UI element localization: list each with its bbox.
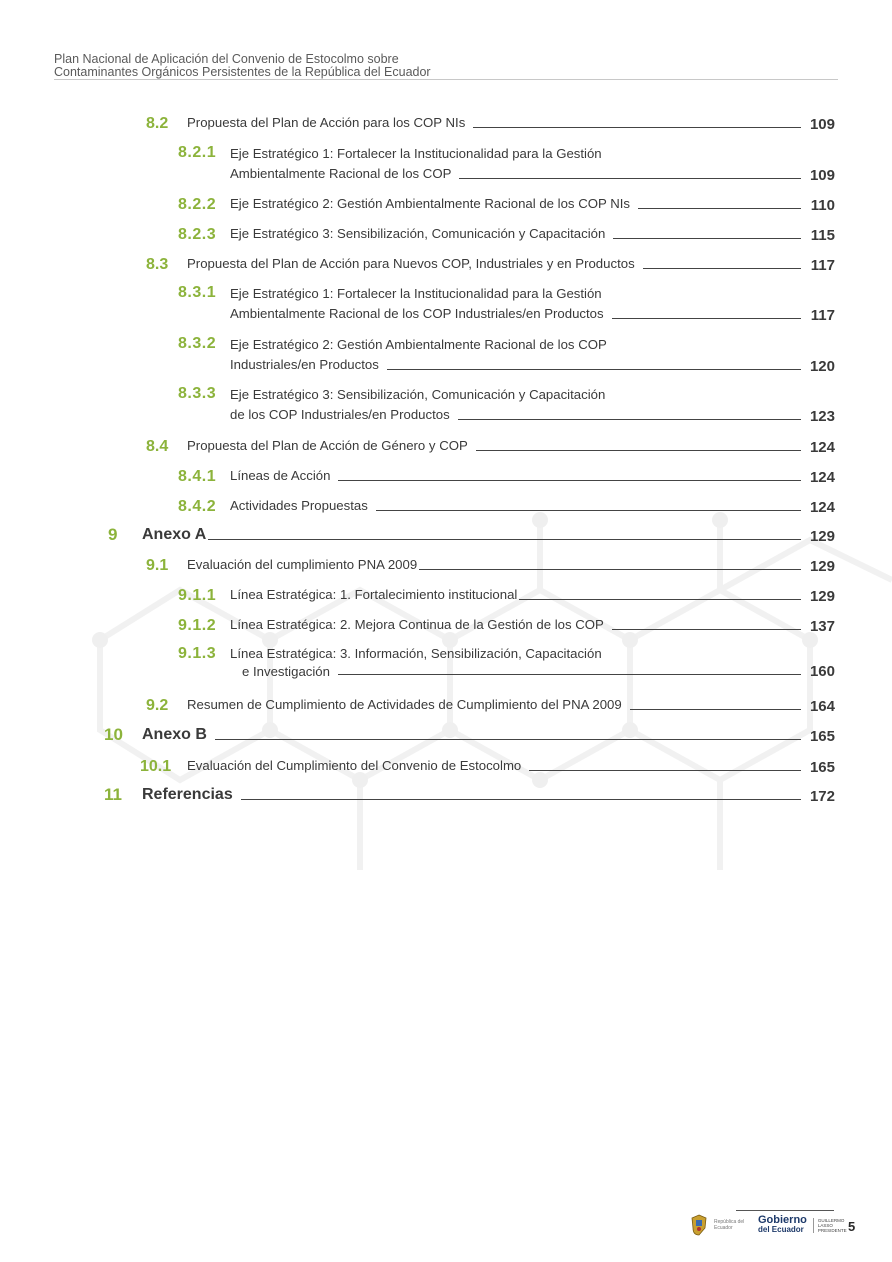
toc-page: 172 <box>809 788 835 805</box>
toc-number: 8.4.2 <box>178 498 217 515</box>
toc-entry-9-1-3[interactable] <box>178 645 835 680</box>
toc-leader <box>519 599 801 600</box>
toc-title: Líneas de Acción <box>230 468 331 483</box>
toc-number: 8.3 <box>146 256 169 273</box>
toc-title: Eje Estratégico 3: Sensibilización, Comunicación y Capacitación <box>230 387 606 402</box>
toc-leader <box>630 709 801 710</box>
toc-title: Propuesta del Plan de Acción para los COP NIs <box>187 115 466 130</box>
toc-leader <box>643 268 801 269</box>
toc-page: 109 <box>809 167 835 184</box>
toc-page: 109 <box>809 116 835 133</box>
toc-leader <box>613 238 801 239</box>
toc-entry-8-3[interactable] <box>146 254 835 274</box>
toc-page: 137 <box>809 618 835 635</box>
toc-entry-8-3-1[interactable] <box>178 284 835 324</box>
toc-title-cont: de los COP Industriales/en Productos <box>230 407 450 422</box>
toc-title: Anexo B <box>142 726 207 743</box>
toc-page: 120 <box>809 358 835 375</box>
page-number: 5 <box>848 1219 856 1234</box>
toc-title: Eje Estratégico 1: Fortalecer la Institucionalidad para la Gestión <box>230 286 602 301</box>
toc-leader <box>638 208 801 209</box>
toc-leader <box>338 674 801 675</box>
toc-number: 9.1.3 <box>178 645 217 662</box>
toc-number: 11 <box>104 785 122 804</box>
toc-title: Actividades Propuestas <box>230 498 368 513</box>
header-line-2: Contaminantes Orgánicos Persistentes de la República del Ecuador <box>54 65 431 79</box>
president-label: GUILLERMO LASSO PRESIDENTE <box>813 1218 854 1233</box>
toc-title: Línea Estratégica: 1. Fortalecimiento institucional <box>230 587 518 602</box>
ecuador-coat-of-arms-icon <box>690 1214 708 1236</box>
toc-leader <box>376 510 801 511</box>
toc-title: Propuesta del Plan de Acción para Nuevos COP, Industriales y en Productos <box>187 256 635 271</box>
toc-title-cont: Ambientalmente Racional de los COP Industriales/en Productos <box>230 306 604 321</box>
toc-entry-8-2[interactable] <box>146 113 835 133</box>
toc-entry-10[interactable] <box>104 725 835 745</box>
toc-leader <box>476 450 801 451</box>
toc-title: Evaluación del cumplimiento PNA 2009 <box>187 557 418 572</box>
toc-title: Línea Estratégica: 3. Información, Sensibilización, Capacitación <box>230 646 602 661</box>
toc-leader <box>612 629 801 630</box>
toc-title-cont: Ambientalmente Racional de los COP <box>230 166 452 181</box>
toc-number: 8.3.2 <box>178 335 217 352</box>
toc-number: 8.2.3 <box>178 226 217 243</box>
footer-divider <box>736 1210 834 1211</box>
toc-number: 8.3.3 <box>178 385 217 402</box>
toc-number: 9.1.1 <box>178 587 217 604</box>
toc-leader <box>529 770 801 771</box>
toc-entry-8-3-3[interactable] <box>178 385 835 425</box>
toc-entry-9-1-1[interactable] <box>178 585 835 605</box>
toc-title: Eje Estratégico 2: Gestión Ambientalmente Racional de los COP <box>230 337 607 352</box>
toc-leader <box>419 569 801 570</box>
toc-number: 8.3.1 <box>178 284 217 301</box>
toc-page: 129 <box>809 528 835 545</box>
toc-page: 165 <box>809 759 835 776</box>
toc-number: 8.2.1 <box>178 144 217 161</box>
toc-entry-9-2[interactable] <box>146 695 835 715</box>
toc-number: 8.2 <box>146 115 169 132</box>
toc-entry-8-4-2[interactable] <box>178 496 835 516</box>
toc-title-cont: e Investigación <box>242 664 330 679</box>
toc-leader <box>458 419 801 420</box>
toc-entry-11[interactable] <box>104 785 835 805</box>
toc-title-cont: Industriales/en Productos <box>230 357 379 372</box>
toc-title: Propuesta del Plan de Acción de Género y COP <box>187 438 468 453</box>
toc-leader <box>215 739 801 740</box>
toc-title: Línea Estratégica: 2. Mejora Continua de la Gestión de los COP <box>230 617 604 632</box>
toc-entry-8-4[interactable] <box>146 436 835 456</box>
toc-number: 9.1 <box>146 557 169 574</box>
toc-number: 10.1 <box>140 758 172 775</box>
toc-leader <box>459 178 801 179</box>
toc-leader <box>338 480 801 481</box>
toc-entry-8-4-1[interactable] <box>178 466 835 486</box>
footer-logos <box>690 1214 854 1236</box>
toc-entry-10-1[interactable] <box>140 756 835 776</box>
del-ecuador-text: del Ecuador <box>758 1225 804 1234</box>
toc-page: 165 <box>809 728 835 745</box>
toc-entry-9-1[interactable] <box>146 555 835 575</box>
toc-entry-9-1-2[interactable] <box>178 615 835 635</box>
toc-leader <box>208 539 801 540</box>
header-divider <box>54 79 838 80</box>
toc-number: 8.2.2 <box>178 196 217 213</box>
toc-entry-8-3-2[interactable] <box>178 335 835 375</box>
republica-label: República del Ecuador <box>714 1219 745 1231</box>
toc-entry-8-2-2[interactable] <box>178 194 835 214</box>
toc-title: Eje Estratégico 3: Sensibilización, Comunicación y Capacitación <box>230 226 606 241</box>
toc-page: 124 <box>809 469 835 486</box>
toc-page: 115 <box>810 227 835 244</box>
toc-number: 9.1.2 <box>178 617 217 634</box>
gobierno-text: Gobierno <box>758 1214 807 1226</box>
page-header <box>54 53 838 79</box>
toc-number: 8.4 <box>146 438 169 455</box>
toc-entry-8-2-1[interactable] <box>178 144 835 184</box>
toc-page: 110 <box>810 197 835 214</box>
toc-number: 8.4.1 <box>178 468 217 485</box>
toc-leader <box>473 127 801 128</box>
toc-page: 129 <box>809 588 835 605</box>
toc-title: Evaluación del Cumplimiento del Convenio de Estocolmo <box>187 758 522 773</box>
toc-page: 164 <box>809 698 835 715</box>
toc-entry-9[interactable] <box>104 525 835 545</box>
toc-page: 160 <box>809 663 835 680</box>
toc-leader <box>241 799 801 800</box>
toc-leader <box>612 318 801 319</box>
toc-title: Resumen de Cumplimiento de Actividades de Cumplimiento del PNA 2009 <box>187 697 622 712</box>
toc-entry-8-2-3[interactable] <box>178 224 835 244</box>
toc-page: 124 <box>809 499 835 516</box>
toc-page: 123 <box>809 408 835 425</box>
toc-number: 9 <box>108 525 118 544</box>
toc-page: 129 <box>809 558 835 575</box>
toc-page: 117 <box>810 307 835 324</box>
toc-title: Eje Estratégico 1: Fortalecer la Institucionalidad para la Gestión <box>230 146 602 161</box>
toc-title: Eje Estratégico 2: Gestión Ambientalmente Racional de los COP NIs <box>230 196 630 211</box>
toc-number: 10 <box>104 725 123 744</box>
toc-leader <box>387 369 801 370</box>
toc-number: 9.2 <box>146 697 169 714</box>
toc-page: 117 <box>810 257 835 274</box>
gobierno-logo <box>758 1215 807 1235</box>
toc-page: 124 <box>809 439 835 456</box>
header-line-1: Plan Nacional de Aplicación del Convenio de Estocolmo sobre <box>54 52 399 66</box>
toc-title: Referencias <box>142 786 233 803</box>
toc-title: Anexo A <box>142 526 207 543</box>
